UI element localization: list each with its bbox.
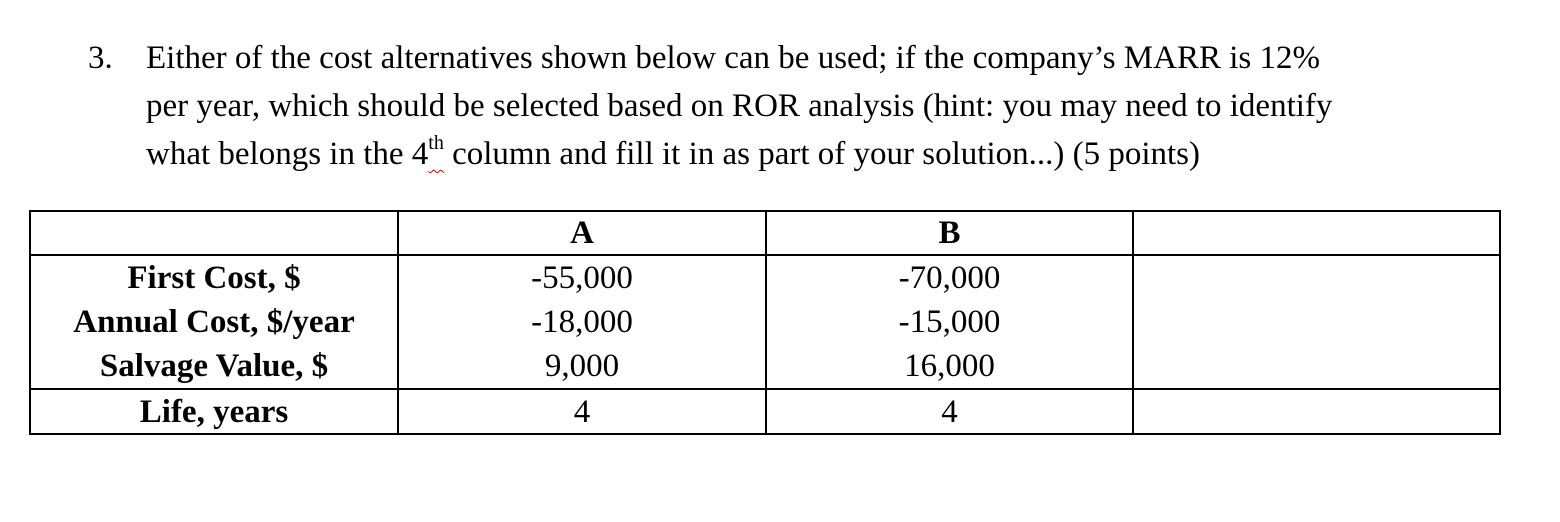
row-labels-cell: [30, 255, 398, 389]
fourth-life: [1133, 389, 1500, 434]
row-label-life: Life, years: [30, 389, 398, 434]
b-annual-cost: -15,000: [898, 304, 1001, 340]
a-life: 4: [398, 389, 766, 434]
row-label-annual-cost: Annual Cost, $/year: [73, 304, 355, 340]
question-number: 3.: [88, 40, 113, 76]
alt-a-values-cell: [398, 255, 766, 389]
header-cell-fourth: [1133, 211, 1500, 255]
table-life-row: [30, 389, 1500, 434]
a-annual-cost: -18,000: [531, 304, 633, 340]
header-cell-b: B: [766, 211, 1133, 255]
question-line-3-after: column and fill it in as part of your solution...) (5 points): [443, 136, 1201, 172]
header-cell-a: A: [398, 211, 766, 255]
question-line-1: Either of the cost alternatives shown below can be used; if the company’s MARR is 12%: [146, 40, 1320, 76]
alt-b-values-cell: [766, 255, 1133, 389]
b-life: 4: [766, 389, 1133, 434]
question-line-2: per year, which should be selected based on ROR analysis (hint: you may need to identify: [146, 88, 1333, 124]
fourth-first-cost: [1134, 256, 1499, 300]
b-salvage-value: 16,000: [904, 348, 995, 384]
fourth-annual-cost: [1134, 300, 1499, 344]
question-line-3: [146, 130, 1526, 178]
table-header-row: [30, 211, 1500, 255]
a-first-cost: -55,000: [531, 260, 633, 296]
b-first-cost: -70,000: [898, 260, 1001, 296]
fourth-column-cell: [1133, 255, 1500, 389]
row-label-salvage-value: Salvage Value, $: [99, 348, 329, 384]
ordinal-superscript: th: [428, 132, 444, 154]
table-body-row: [30, 255, 1500, 389]
question-line-3-before: what belongs in the 4: [146, 136, 429, 172]
a-salvage-value: 9,000: [544, 348, 620, 384]
row-label-first-cost: First Cost, $: [127, 260, 301, 296]
question-text: [146, 34, 1526, 178]
fourth-salvage-value: [1134, 344, 1499, 388]
header-cell-label: [30, 211, 398, 255]
alternatives-table: [29, 210, 1501, 435]
